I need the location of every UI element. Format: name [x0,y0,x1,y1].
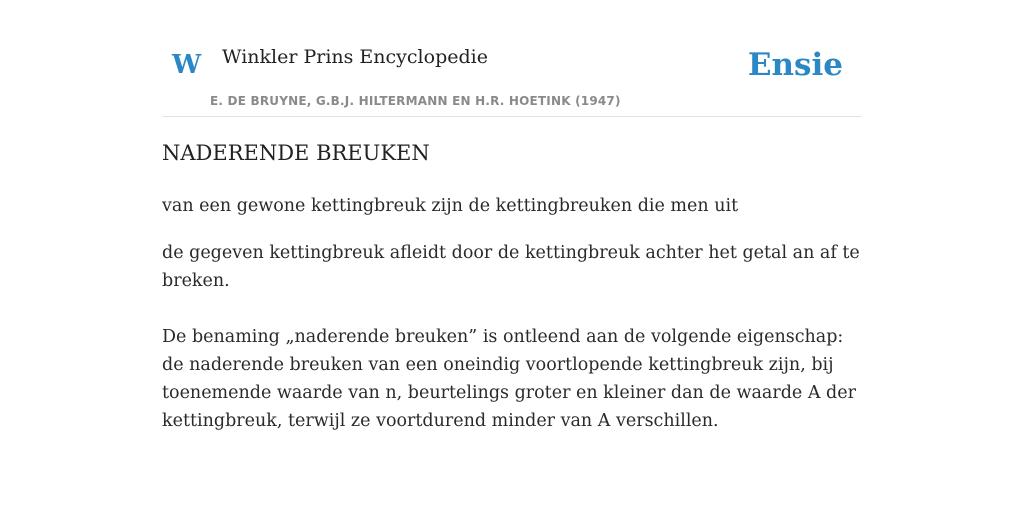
ensie-logo-link[interactable]: Ensie [747,47,843,83]
article-paragraph: de gegeven kettingbreuk afleidt door de kettingbreuk achter het getal an af te breken. [162,243,860,291]
content-column [162,0,862,431]
page-header [162,0,862,117]
article-paragraph: De benaming „naderende breuken” is ontleend aan de volgende eigenschap: de naderende breuken van een oneindig voortlopende kettingbreuk zijn, bij toenemende waarde van n, beurtelings groter en kleiner dan de waarde A der kettingbreuk, terwijl ze voortdurend minder van A verschillen. [162,327,856,431]
source-authors: E. DE BRUYNE, G.B.J. HILTERMANN EN H.R. HOETINK (1947) [210,94,621,108]
winkler-prins-logo[interactable]: W [172,50,202,80]
article-paragraph: van een gewone kettingbreuk zijn de kettingbreuken die men uit [162,196,739,216]
source-title[interactable]: Winkler Prins Encyclopedie [222,46,488,68]
article-headword: NADERENDE BREUKEN [162,141,430,165]
